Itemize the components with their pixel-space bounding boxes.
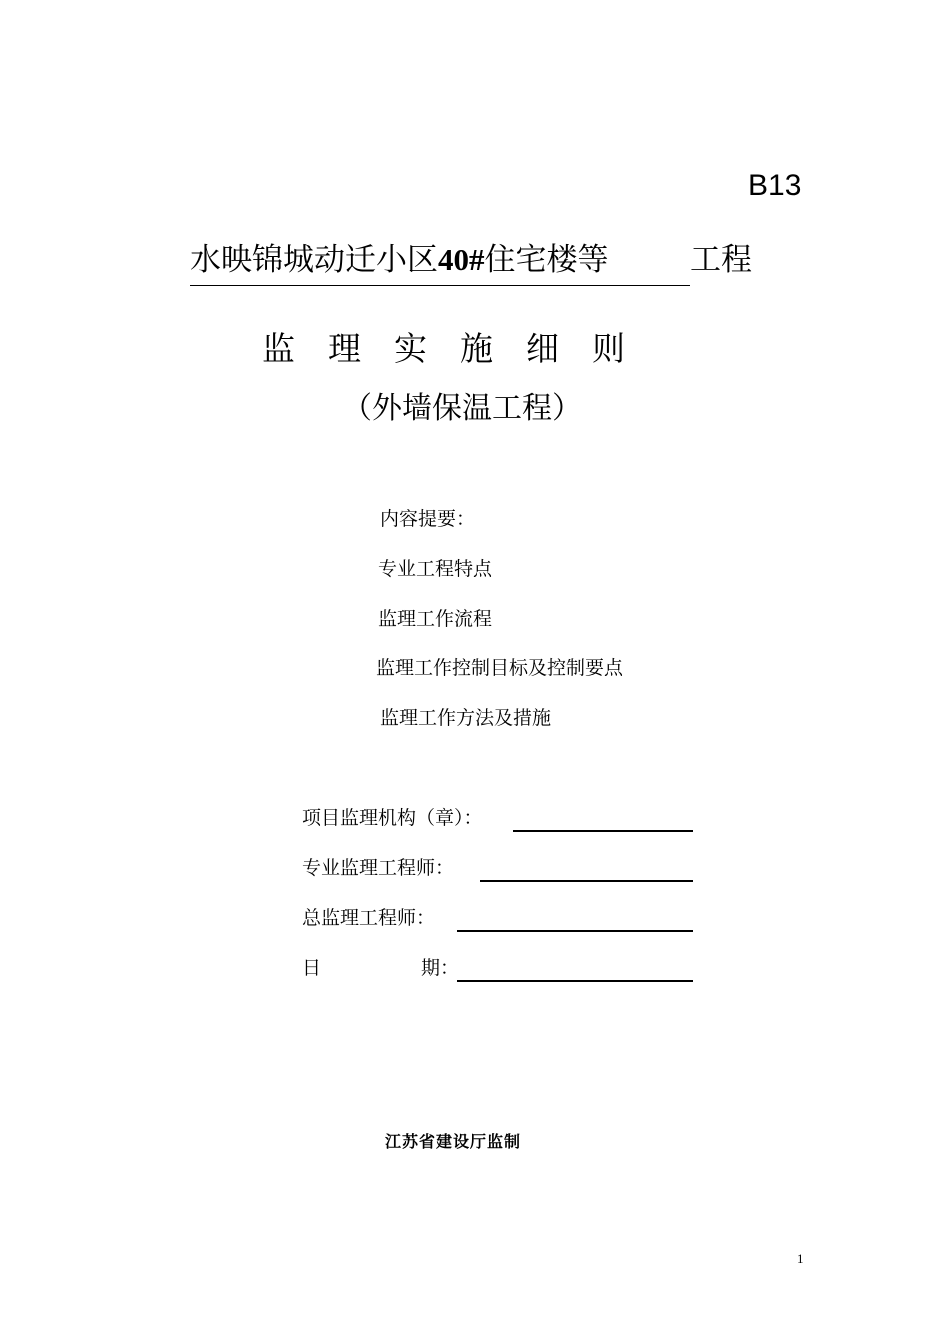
date-label-char-2: 期： — [421, 957, 460, 979]
specialist-engineer-label: 专业监理工程师： — [302, 857, 455, 879]
project-name-line — [190, 237, 752, 283]
date-line — [457, 980, 693, 982]
date-label — [302, 954, 459, 982]
org-seal-label: 项目监理机构（章）： — [302, 807, 483, 829]
project-name-suffix: 住宅楼等 — [484, 242, 609, 278]
org-seal-line — [513, 830, 693, 832]
project-name-underlined — [190, 237, 690, 283]
form-code: B13 — [748, 169, 802, 202]
contents-item: 监理工作控制目标及控制要点 — [376, 657, 624, 679]
project-name-number: 40# — [438, 242, 485, 277]
contents-heading: 内容提要： — [380, 508, 476, 530]
contents-item: 专业工程特点 — [378, 558, 493, 580]
page-number: 1 — [797, 1251, 804, 1266]
project-name-prefix: 水映锦城动迁小区 — [190, 242, 438, 278]
project-name-unit: 工程 — [690, 242, 752, 278]
document-title: 监理实施细则 — [262, 329, 658, 368]
contents-item: 监理工作流程 — [378, 608, 493, 630]
date-label-char-1: 日 — [302, 957, 322, 979]
chief-engineer-label: 总监理工程师： — [302, 907, 436, 929]
issuer-footer: 江苏省建设厅监制 — [385, 1132, 522, 1151]
chief-engineer-line — [457, 930, 693, 932]
document-subtitle: （外墙保温工程） — [342, 391, 582, 426]
contents-item: 监理工作方法及措施 — [380, 707, 552, 729]
specialist-engineer-line — [480, 880, 693, 882]
